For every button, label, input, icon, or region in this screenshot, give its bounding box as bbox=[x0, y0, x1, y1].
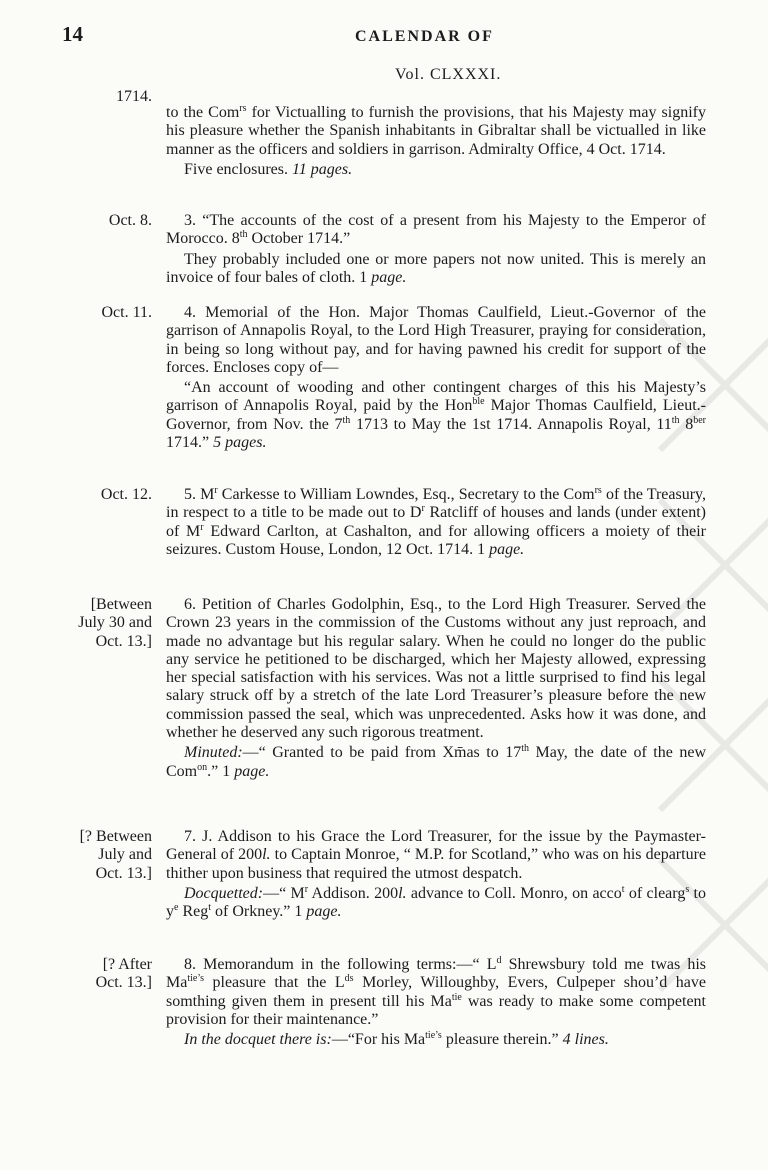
entry-date: 1714. bbox=[116, 88, 152, 105]
entry-paragraph: “An account of wooding and other contingent charges of this his Majesty’s garrison of Annapolis Royal, paid by the Hon$^{ble}$ Major Thomas Caulfield, Lieut.-Governor, from Nov. the 7th 1713 to May the 1st 1714. Annapolis Royal, 11th $8^{ber}$ 1714.” 5 pages. bbox=[166, 379, 706, 452]
entry-body bbox=[166, 956, 706, 1049]
entry-date: [? Between July and Oct. 13.] bbox=[79, 828, 152, 882]
running-title: CALENDAR OF bbox=[355, 28, 494, 45]
entry-date: Oct. 11. bbox=[101, 304, 152, 321]
entry-body bbox=[166, 212, 706, 287]
page-number: 14 bbox=[62, 22, 83, 46]
entry-body bbox=[166, 304, 706, 452]
entry-date: [? After Oct. 13.] bbox=[95, 956, 152, 992]
entry-body bbox=[166, 828, 706, 921]
entry-paragraph: 8. Memorandum in the following terms:—“ $L^d$ Shrewsbury told me twas his $Ma^{tie’s}$ pleasure that the $L^{ds}$ Morley, Willoughby, Evers, Culpeper shou’d have somthing given them in present till his $Ma^{tie}$ was ready to make some competent provision for their maintenance.” bbox=[166, 955, 707, 1028]
entry-paragraph: They probably included one or more papers not now united. This is merely an invoice of four bales of cloth. 1 page. bbox=[166, 250, 706, 286]
entry-paragraph: Minuted:—“ Granted to be paid from Xm̄as to 17th May, the date of the new Com$^{on}$.” 1 page. bbox=[166, 743, 707, 780]
entry-paragraph: 3. “The accounts of the cost of a present from his Majesty to the Emperor of Morocco. 8th October 1714.” bbox=[166, 212, 706, 248]
entry-paragraph: In the docquet there is:—“For his $Ma^{tie’s}$ pleasure therein.” 4 lines. bbox=[184, 1030, 609, 1049]
entry-paragraph: 6. Petition of Charles Godolphin, Esq., to the Lord High Treasurer. Served the Crown 23 years in the commission of the Customs without any just reproach, and made no advantage but his regular salary. When he could no longer do the public any service he petitioned to be discharged, which her Majesty allowed, expressing her special satisfaction with his services. Was not a little surprised to find his legal salary struck off by a stretch of the late Lord Treasurer’s pleasure before the new commission passed the seal, which was unprecedented. Asks how it was done, and whether he deserved any such rigorous treatment. bbox=[166, 596, 706, 742]
entry-paragraph: 4. Memorial of the Hon. Major Thomas Caulfield, Lieut.-Governor of the garrison of Annapolis Royal, to the Lord High Treasurer, praying for consideration, in being so long without pay, and for having pawned his credit for support of the forces. Encloses copy of— bbox=[166, 304, 706, 376]
entry-paragraph: Docquetted:—“ $M^r$ Addison. 200l. advance to Coll. Monro, on accο$^t$ of clearg$^s$ to $y^e$ Reg$^t$ of Orkney.” 1 page. bbox=[166, 883, 707, 921]
entry-paragraph: 5. $M^r$ Carkesse to William Lowndes, Esq., Secretary to the Com$^{rs}$ of the Treasury, in respect to a title to be made out to $D^r$ Ratcliff of houses and lands (under extent) of $M^r$ Edward Carlton, at Cashalton, and for allowing officers a moiety of their seizures. Custom House, London, 12 Oct. 1714. 1 page. bbox=[166, 485, 707, 558]
entry-body bbox=[166, 486, 706, 559]
volume-heading: Vol. CLXXXI. bbox=[395, 66, 502, 83]
entry-body bbox=[166, 596, 706, 781]
entry-paragraph: to the Com$^{rs}$ for Victualling to furnish the provisions, that his Majesty may signify his pleasure whether the Spanish inhabitants in Gibraltar shall be victualled in like manner as the officers and soldiers in garrison. Admiralty Office, 4 Oct. 1714. bbox=[166, 103, 707, 158]
entry-paragraph: 7. J. Addison to his Grace the Lord Treasurer, for the issue by the Paymaster-General of 200l. to Captain Monroe, “ M.P. for Scotland,” who was on his departure thither upon business that required the utmost despatch. bbox=[166, 828, 706, 882]
entry-date: Oct. 12. bbox=[100, 486, 152, 503]
entry-date: Oct. 8. bbox=[108, 212, 152, 229]
entry-body bbox=[166, 104, 706, 179]
entry-date: [Between July 30 and Oct. 13.] bbox=[78, 596, 152, 650]
entry-paragraph: Five enclosures. 11 pages. bbox=[184, 160, 353, 178]
